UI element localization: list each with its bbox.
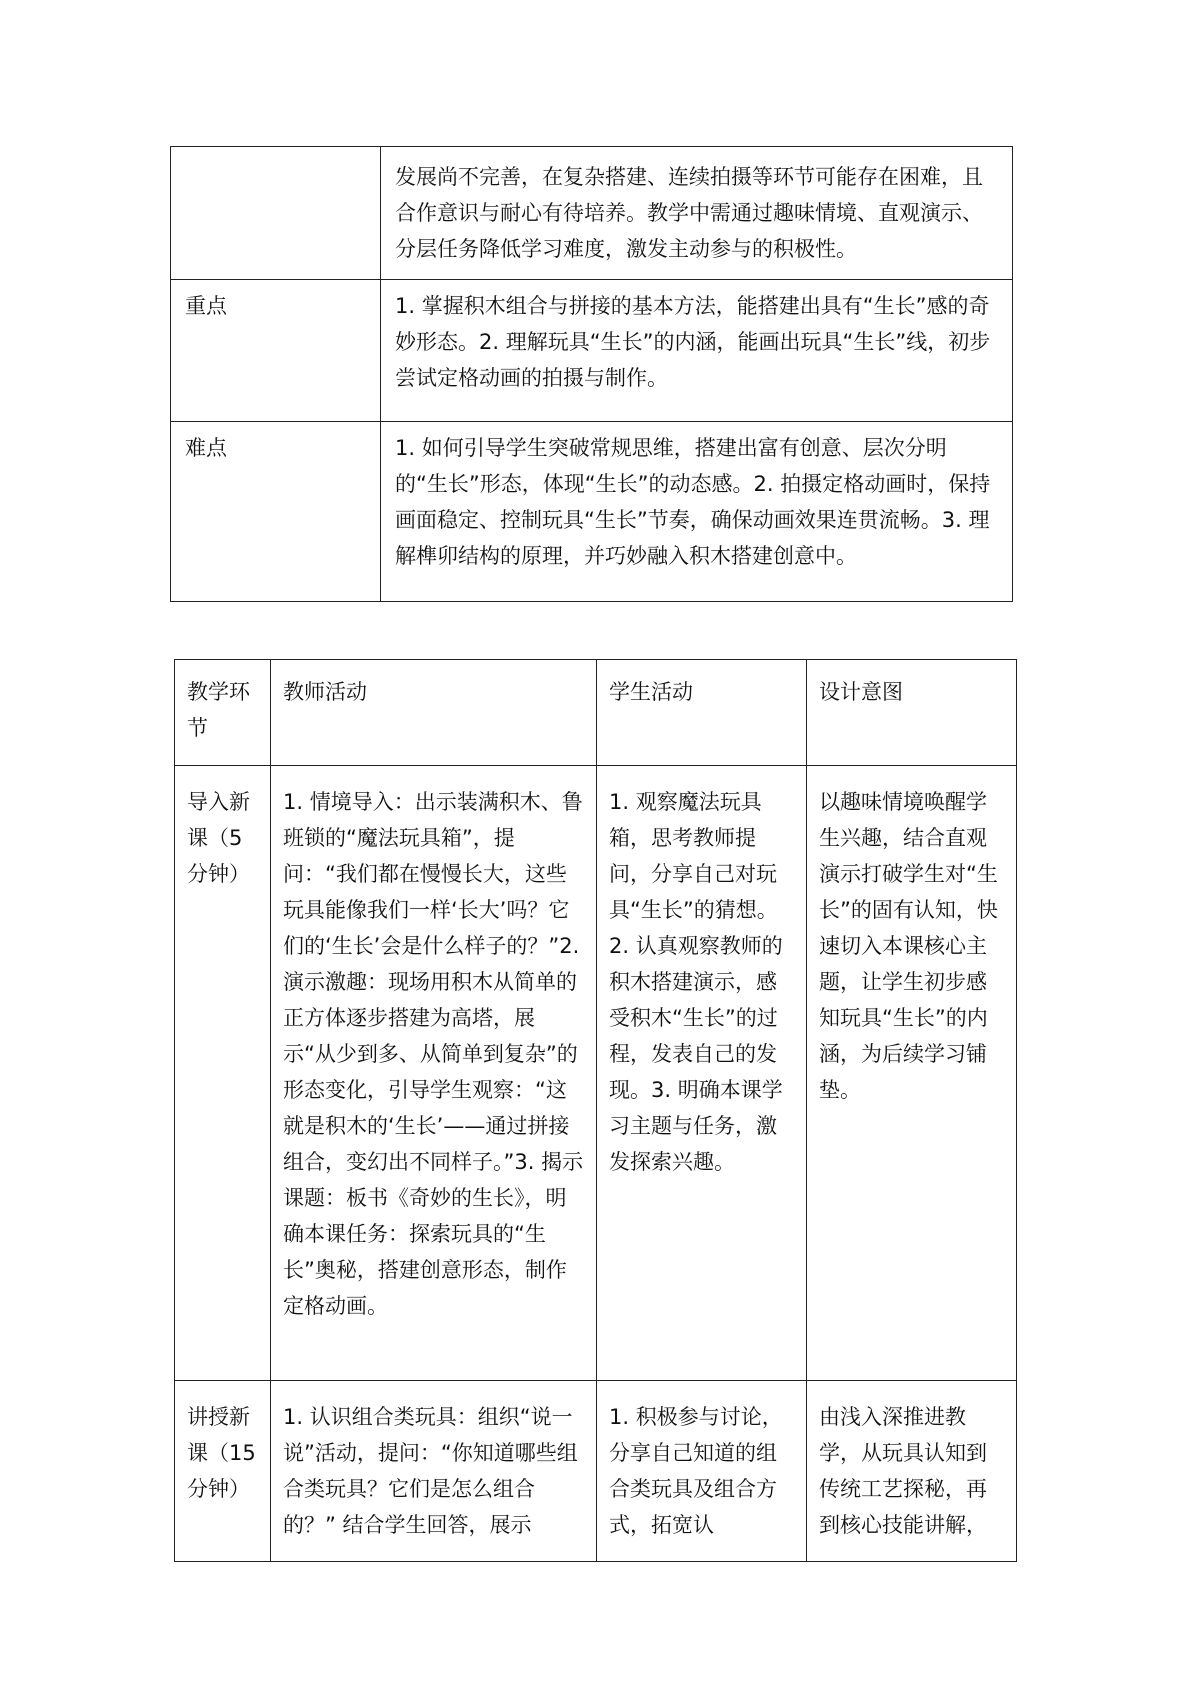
design-intent-cell: 由浅入深推进教学，从玩具认知到传统工艺探秘，再到核心技能讲解，: [807, 1381, 1017, 1562]
analysis-content-cell: 发展尚不完善，在复杂搭建、连续拍摄等环节可能存在困难，且合作意识与耐心有待培养。教学中需通过趣味情境、直观演示、分层任务降低学习难度，激发主动参与的积极性。: [381, 147, 1013, 280]
analysis-label-cell: [171, 147, 381, 280]
analysis-row: [171, 147, 1013, 280]
table-row-intro: [175, 766, 1017, 1381]
header-stage: 教学环节: [175, 660, 271, 766]
design-intent-cell: 以趣味情境唤醒学生兴趣，结合直观演示打破学生对“生长”的固有认知，快速切入本课核心主题，让学生初步感知玩具“生长”的内涵，为后续学习铺垫。: [807, 766, 1017, 1381]
student-activity-cell: 1. 观察魔法玩具箱，思考教师提问，分享自己对玩具“生长”的猜想。2. 认真观察教师的积木搭建演示，感受积木“生长”的过程，发表自己的发现。3. 明确本课学习主题与任务，激发探索兴趣。: [597, 766, 807, 1381]
header-design-intent: 设计意图: [807, 660, 1017, 766]
stage-cell: 讲授新课（15分钟）: [175, 1381, 271, 1562]
stage-cell: 导入新课（5分钟）: [175, 766, 271, 1381]
table-row-new-lesson: [175, 1381, 1017, 1562]
analysis-content-cell: 1. 如何引导学生突破常规思维，搭建出富有创意、层次分明的“生长”形态，体现“生长”的动态感。2. 拍摄定格动画时，保持画面稳定、控制玩具“生长”节奏，确保动画效果连贯流畅。3. 理解榫卯结构的原理，并巧妙融入积木搭建创意中。: [381, 422, 1013, 602]
analysis-content-cell: 1. 掌握积木组合与拼接的基本方法，能搭建出具有“生长”感的奇妙形态。2. 理解玩具“生长”的内涵，能画出玩具“生长”线，初步尝试定格动画的拍摄与制作。: [381, 280, 1013, 422]
teaching-process-table: [174, 659, 1017, 1562]
header-student-activity: 学生活动: [597, 660, 807, 766]
teacher-activity-cell: 1. 认识组合类玩具：组织“说一说”活动，提问：“你知道哪些组合类玩具？它们是怎么组合的？” 结合学生回答，展示: [271, 1381, 597, 1562]
analysis-label-cell: 难点: [171, 422, 381, 602]
teacher-activity-cell: 1. 情境导入：出示装满积木、鲁班锁的“魔法玩具箱”，提问：“我们都在慢慢长大，这些玩具能像我们一样‘长大’吗？它们的‘生长’会是什么样子的？”2. 演示激趣：现场用积木从简单的正方体逐步搭建为高塔，展示“从少到多、从简单到复杂”的形态变化，引导学生观察：“这就是积木的‘生长’——通过拼接组合，变幻出不同样子。”3. 揭示课题：板书《奇妙的生长》，明确本课任务：探索玩具的“生长”奥秘，搭建创意形态，制作定格动画。: [271, 766, 597, 1381]
analysis-table: [170, 146, 1013, 602]
header-teacher-activity: 教师活动: [271, 660, 597, 766]
analysis-label-cell: 重点: [171, 280, 381, 422]
header-row: [175, 660, 1017, 766]
analysis-row-difficulties: [171, 422, 1013, 602]
student-activity-cell: 1. 积极参与讨论，分享自己知道的组合类玩具及组合方式，拓宽认: [597, 1381, 807, 1562]
analysis-row-key-points: [171, 280, 1013, 422]
